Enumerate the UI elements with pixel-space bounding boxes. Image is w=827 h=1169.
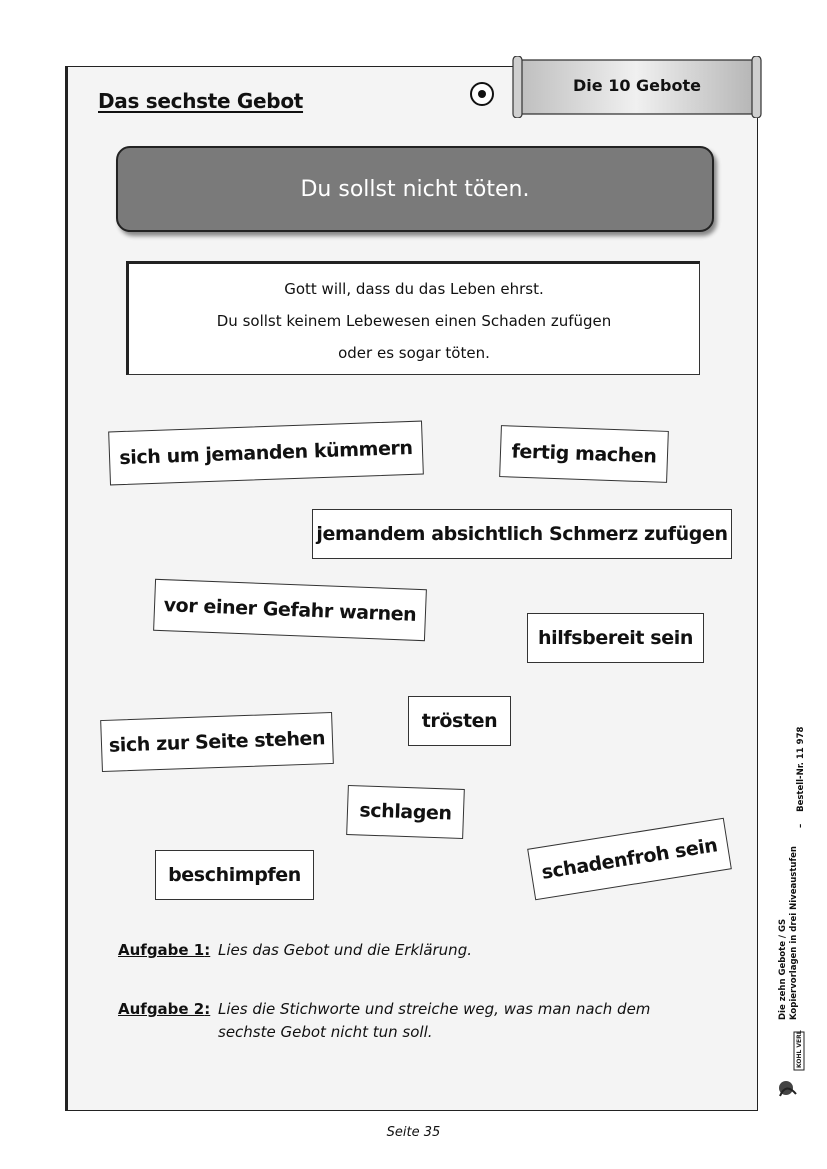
task-label: Aufgabe 1: [118,941,211,959]
order-number [796,727,806,828]
target-icon [470,82,494,106]
side-info-title: Die zehn Gebote / GS [778,918,788,1020]
task-1 [118,941,472,959]
task-label: Aufgabe 2: [118,1000,211,1018]
keyword-card[interactable]: schlagen [346,785,465,839]
task-text: Lies das Gebot und die Erklärung. [218,941,472,959]
side-info-subtitle: Kopiervorlagen in drei Niveaustufen [789,846,799,1020]
task-2 [118,1000,651,1041]
keyword-card[interactable]: fertig machen [499,425,669,483]
keyword-card[interactable]: hilfsbereit sein [527,613,704,663]
explanation-line: oder es sogar töten. [338,344,490,362]
side-info [778,846,800,1020]
explanation-line: Du sollst keinem Lebewesen einen Schaden zufügen [216,312,612,330]
scroll-banner [512,56,762,118]
keyword-card[interactable]: vor einer Gefahr warnen [153,579,427,641]
keyword-card[interactable]: jemandem absichtlich Schmerz zufügen [312,509,732,559]
keyword-card[interactable]: beschimpfen [155,850,314,900]
page-title: Das sechste Gebot [98,89,304,113]
keyword-card[interactable]: trösten [408,696,511,746]
explanation-box [126,261,700,375]
task-text: Lies die Stichworte und streiche weg, was man nach dem [218,1000,651,1018]
keyword-card[interactable]: sich zur Seite stehen [100,712,334,772]
publisher-logo [776,1030,806,1100]
commandment-box [116,146,714,232]
order-number-text: Bestell-Nr. 11 978 [796,726,806,812]
publisher-logo-text: KOHL VERLAG [796,1030,803,1068]
order-separator: – [796,823,806,828]
keyword-card[interactable]: schadenfroh sein [527,818,732,900]
explanation-line: Gott will, dass du das Leben ehrst. [284,280,544,298]
task-text: sechste Gebot nicht tun soll. [218,1023,433,1041]
keyword-card[interactable]: sich um jemanden kümmern [108,421,424,486]
page-number: Seite 35 [386,1125,441,1140]
banner-label: Die 10 Gebote [573,76,701,95]
commandment-text: Du sollst nicht töten. [300,176,530,202]
publisher-logo-graphic [776,1030,806,1100]
